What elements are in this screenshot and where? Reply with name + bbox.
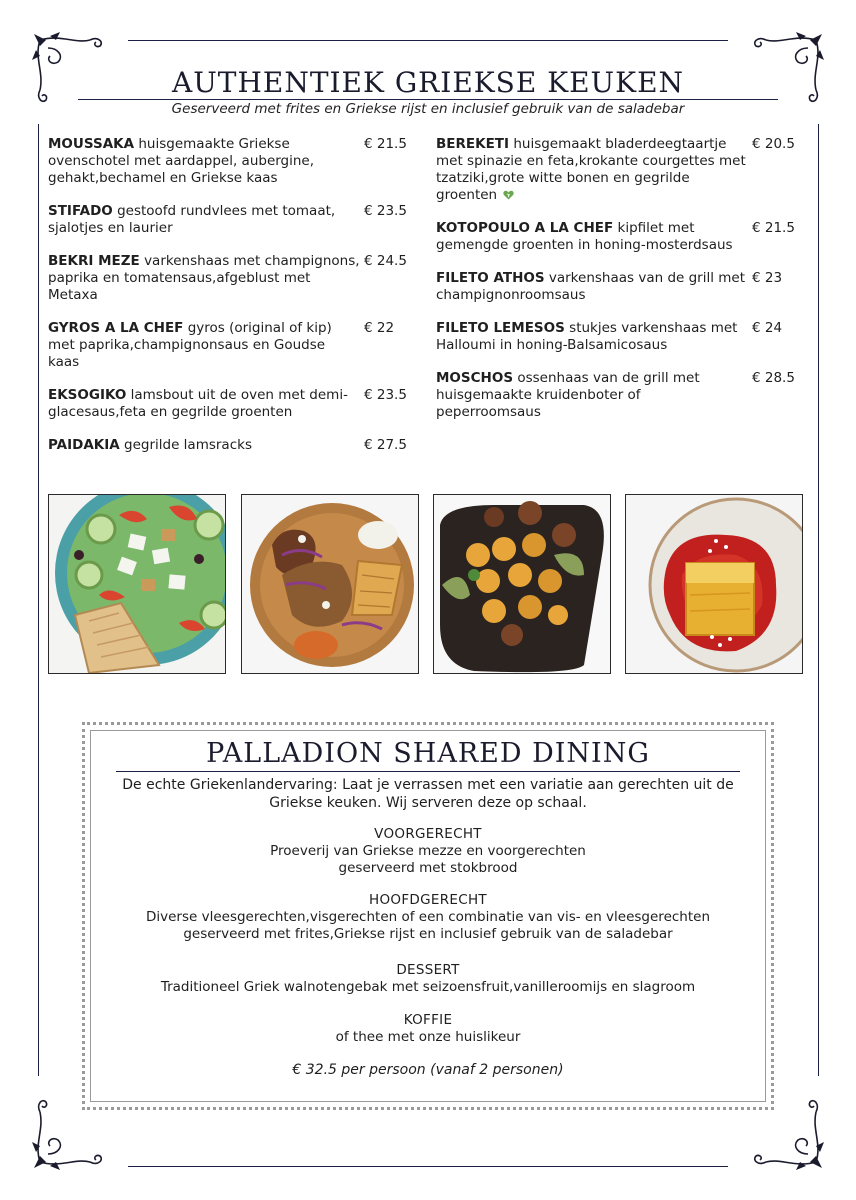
item-price: € 21.5	[752, 220, 795, 236]
food-photo-stew	[433, 494, 611, 674]
menu-item	[436, 136, 798, 204]
item-price: € 24	[752, 320, 783, 336]
item-description: varkenshaas met champignons, paprika en tomatensaus,afgeblust met Metaxa	[48, 253, 360, 303]
course-text: geserveerd met frites,Griekse rijst en inclusief gebruik van de saladebar	[183, 926, 673, 942]
course-text: geserveerd met stokbrood	[338, 860, 518, 876]
course-koffie	[100, 1012, 756, 1046]
item-name: PAIDAKIA	[48, 437, 120, 453]
course-text: Diverse vleesgerechten,visgerechten of een combinatie van vis- en vleesgerechten	[145, 909, 711, 925]
frame-bottom-line	[128, 1166, 728, 1167]
course-text: of thee met onze huislikeur	[335, 1029, 521, 1045]
menu-item	[48, 136, 410, 187]
item-description: stukjes varkenshaas met Halloumi in honing-Balsamicosaus	[436, 320, 738, 353]
item-name: MOUSSAKA	[48, 136, 135, 152]
item-description: huisgemaakt bladerdeegtaartje met spinazie en feta,krokante courgettes met tzatziki,grote witte bonen en gegrilde groenten	[436, 136, 746, 203]
vegetarian-heart-icon	[503, 190, 514, 200]
shared-dining-price: € 32.5 per persoon (vanaf 2 personen)	[292, 1062, 564, 1078]
frame-top-line	[128, 40, 728, 41]
shared-dining-title: PALLADION SHARED DINING	[206, 738, 650, 769]
item-price: € 22	[364, 320, 395, 336]
menu-column-left	[48, 136, 410, 470]
frame-right-line	[818, 124, 819, 1076]
course-title: HOOFDGERECHT	[369, 892, 487, 908]
item-price: € 24.5	[364, 253, 407, 269]
item-price: € 28.5	[752, 370, 795, 386]
item-description: ossenhaas van de grill met huisgemaakte kruidenboter of peperroomsaus	[436, 370, 700, 420]
shared-dining-intro: De echte Griekenlandervaring: Laat je verrassen met een variatie aan gerechten uit de Griekse keuken. Wij serveren deze op schaal.	[122, 777, 734, 811]
menu-item	[48, 253, 410, 304]
menu-item	[436, 320, 798, 354]
page-subtitle: Geserveerd met frites en Griekse rijst en inclusief gebruik van de saladebar	[171, 101, 685, 117]
item-name: FILETO LEMESOS	[436, 320, 565, 336]
item-price: € 23	[752, 270, 783, 286]
item-price: € 20.5	[752, 136, 795, 152]
menu-item	[436, 270, 798, 304]
menu-item	[436, 370, 798, 421]
menu-column-right	[436, 136, 798, 437]
item-name: STIFADO	[48, 203, 113, 219]
page-title: AUTHENTIEK GRIEKSE KEUKEN	[171, 66, 685, 99]
item-price: € 21.5	[364, 136, 407, 152]
item-name: GYROS A LA CHEF	[48, 320, 184, 336]
item-name: KOTOPOULO A LA CHEF	[436, 220, 614, 236]
item-price: € 27.5	[364, 437, 407, 453]
course-text: Traditioneel Griek walnotengebak met seizoensfruit,vanilleroomijs en slagroom	[160, 979, 696, 995]
item-description: gegrilde lamsracks	[124, 437, 252, 453]
menu-item	[48, 203, 410, 237]
item-description: gestoofd rundvlees met tomaat, sjalotjes en laurier	[48, 203, 336, 236]
shared-dining-divider	[116, 771, 740, 772]
course-title: KOFFIE	[403, 1012, 453, 1028]
item-description: huisgemaakte Griekse ovenschotel met aardappel, aubergine, gehakt,bechamel en Griekse kaas	[48, 136, 315, 186]
course-voorgerecht	[100, 826, 756, 877]
item-description: kipfilet met gemengde groenten in honing-mosterdsaus	[436, 220, 733, 253]
food-photo-salad	[48, 494, 226, 674]
menu-item	[436, 220, 798, 254]
item-name: FILETO ATHOS	[436, 270, 545, 286]
menu-item	[48, 387, 410, 421]
item-name: BEKRI MEZE	[48, 253, 140, 269]
item-description: gyros (original of kip) met paprika,champignonsaus en Goudse kaas	[48, 320, 332, 370]
item-description: lamsbout uit de oven met demi-glacesaus,feta en gegrilde groenten	[48, 387, 348, 420]
item-name: BEREKETI	[436, 136, 510, 152]
item-description: varkenshaas van de grill met champignonroomsaus	[436, 270, 746, 303]
food-photo-gyros	[241, 494, 419, 674]
item-price: € 23.5	[364, 387, 407, 403]
item-name: MOSCHOS	[436, 370, 514, 386]
course-dessert	[100, 962, 756, 996]
course-title: VOORGERECHT	[374, 826, 482, 842]
title-divider	[78, 99, 778, 100]
item-price: € 23.5	[364, 203, 407, 219]
course-hoofdgerecht	[100, 892, 756, 943]
menu-item	[48, 320, 410, 371]
course-title: DESSERT	[396, 962, 460, 978]
item-name: EKSOGIKO	[48, 387, 127, 403]
course-text: Proeverij van Griekse mezze en voorgerechten	[270, 843, 586, 859]
menu-item	[48, 437, 410, 454]
frame-left-line	[38, 124, 39, 1076]
food-photo-baked-cheese	[625, 494, 803, 674]
